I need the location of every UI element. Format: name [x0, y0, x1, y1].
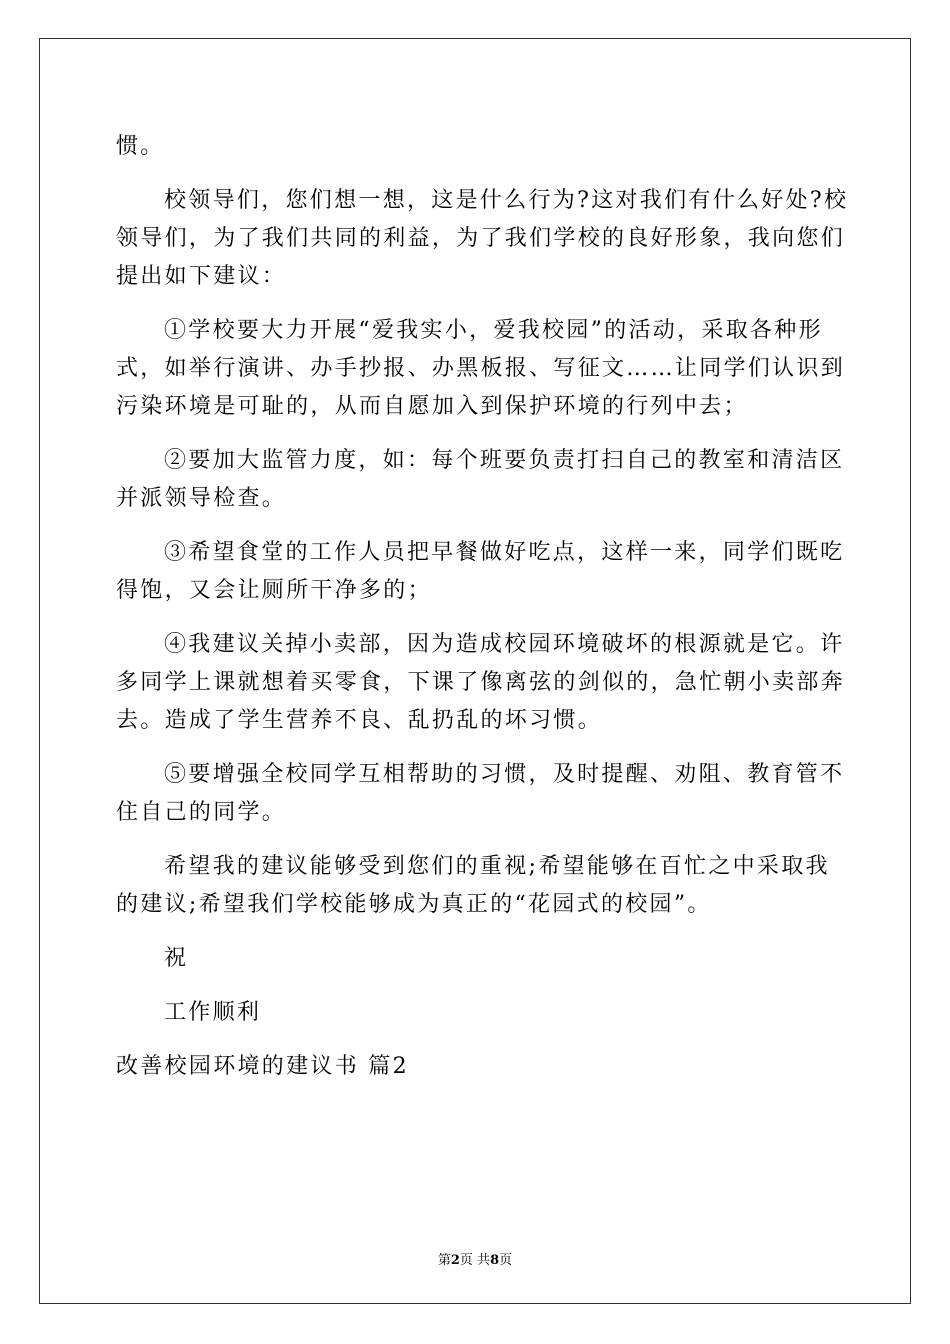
paragraph	[116, 994, 836, 1032]
text-line: 住自己的同学。	[116, 800, 287, 825]
text-line: ④我建议关掉小卖部，因为造成校园环境破坏的根源就是它。许	[164, 632, 845, 657]
text-line: 式，如举行演讲、办手抄报、办黑板报、写征文……让同学们认识到	[116, 356, 846, 381]
text-line: 祝	[164, 946, 189, 971]
text-line: 校领导们，您们想一想，这是什么行为?这对我们有什么好处?校	[164, 188, 849, 213]
footer-mid: 页 共	[459, 1253, 491, 1268]
paragraph	[116, 940, 836, 978]
paragraph	[116, 128, 836, 166]
text-line: ②要加大监管力度，如：每个班要负责打扫自己的教室和清洁区	[164, 448, 845, 473]
text-line: 提出如下建议：	[116, 264, 287, 289]
footer-prefix: 第	[437, 1253, 451, 1268]
text-line: 的建议;希望我们学校能够成为真正的“花园式的校园”。	[116, 892, 712, 917]
paragraph	[116, 182, 849, 296]
text-line: 污染环境是可耻的，从而自愿加入到保护环境的行列中去；	[116, 394, 748, 419]
text-line: 希望我的建议能够受到您们的重视;希望能够在百忙之中采取我	[164, 854, 830, 879]
text-line: 工作顺利	[164, 1000, 262, 1025]
text-line: 改善校园环境的建议书 篇2	[116, 1054, 409, 1079]
total-pages-number: 8	[490, 1253, 500, 1268]
paragraph	[116, 1048, 836, 1086]
text-line: 得饱，又会让厕所干净多的；	[116, 578, 432, 603]
text-line: ③希望食堂的工作人员把早餐做好吃点，这样一来，同学们既吃	[164, 540, 845, 565]
paragraph	[116, 756, 845, 832]
paragraph	[116, 626, 846, 740]
document-body	[116, 128, 849, 1102]
paragraph	[116, 442, 845, 518]
text-line: 领导们，为了我们共同的利益，为了我们学校的良好形象，我向您们	[116, 226, 846, 251]
paragraph	[116, 312, 846, 426]
text-line: 惯。	[116, 134, 165, 159]
text-line: 多同学上课就想着买零食，下课了像离弦的剑似的，急忙朝小卖部奔	[116, 670, 846, 695]
text-line: 并派领导检查。	[116, 486, 287, 511]
current-page-number: 2	[450, 1253, 460, 1268]
text-line: 去。造成了学生营养不良、乱扔乱的坏习惯。	[116, 708, 603, 733]
paragraph	[116, 848, 836, 924]
text-line: ①学校要大力开展“爱我实小，爱我校园”的活动，采取各种形	[164, 318, 823, 343]
footer-suffix: 页	[499, 1253, 513, 1268]
paragraph	[116, 534, 845, 610]
page-footer	[0, 1249, 950, 1268]
text-line: ⑤要增强全校同学互相帮助的习惯，及时提醒、劝阻、教育管不	[164, 762, 845, 787]
